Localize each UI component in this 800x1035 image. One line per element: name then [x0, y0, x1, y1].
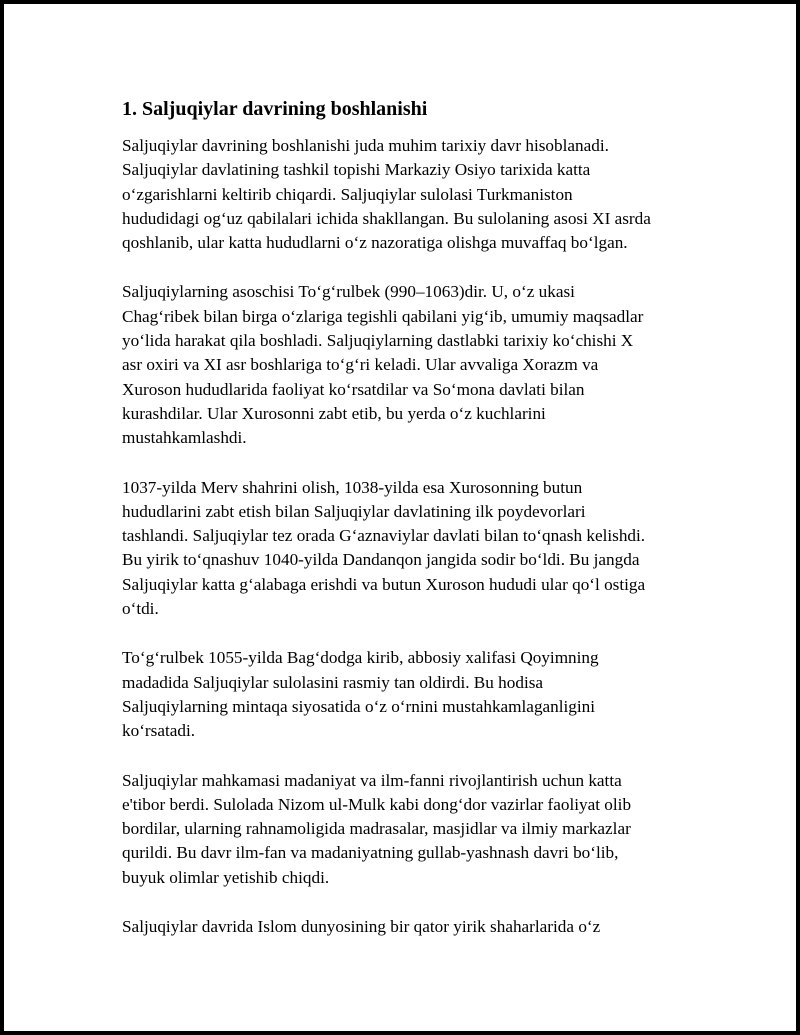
- paragraph-5: Saljuqiylar mahkamasi madaniyat va ilm-fanni rivojlantirish uchun katta e'tibor berdi. Sulolada Nizom ul-Mulk kabi dong‘dor vazirlar faoliyat olib bordilar, ularning rahnamoligida madrasalar, masjidlar va ilmiy markazlar qurildi. Bu davr ilm-fan va madaniyatning gullab-yashnash davri bo‘lib, buyuk olimlar yetishib chiqdi.: [122, 770, 632, 887]
- section-heading: 1. Saljuqiylar davrining boshlanishi: [122, 98, 428, 120]
- paragraph-4: To‘g‘rulbek 1055-yilda Bag‘dodga kirib, abbosiy xalifasi Qoyimning madadida Saljuqiylar sulolasini rasmiy tan oldirdi. Bu hodisa Saljuqiylarning mintaqa siyosatida o‘z o‘rnini mustahkamlaganligini ko‘rsatadi.: [122, 648, 599, 741]
- paragraph-2: Saljuqiylarning asoschisi To‘g‘rulbek (990–1063)dir. U, o‘z ukasi Chag‘ribek bilan birga o‘zlariga tegishli qabilani yig‘ib, umumiy maqsadlar yo‘lida harakat qila boshladi. Saljuqiylarning dastlabki tarixiy ko‘chishi X asr oxiri va XI asr boshlariga to‘g‘ri keladi. Ular avvaliga Xorazm va Xuroson hududlarida faoliyat ko‘rsatdilar va So‘mona davlati bilan kurashdilar. Ular Xurosonni zabt etib, bu yerda o‘z kuchlarini mustahkamlashdi.: [122, 282, 644, 448]
- paragraph-3: 1037-yilda Merv shahrini olish, 1038-yilda esa Xurosonning butun hududlarini zabt etish bilan Saljuqiylar davlatining ilk poydevorlari tashlandi. Saljuqiylar tez orada G‘aznaviylar davlati bilan to‘qnash kelishdi. Bu yirik to‘qnashuv 1040-yilda Dandanqon jangida sodir bo‘ldi. Bu jangda Saljuqiylar katta g‘alabaga erishdi va butun Xuroson hududi ular qo‘l ostiga o‘tdi.: [122, 477, 646, 619]
- document-body: [122, 96, 692, 964]
- paragraph-1: Saljuqiylar davrining boshlanishi juda muhim tarixiy davr hisoblanadi. Saljuqiylar davlatining tashkil topishi Markaziy Osiyo tarixida katta o‘zgarishlarni keltirib chiqardi. Saljuqiylar sulolasi Turkmaniston hududidagi og‘uz qabilalari ichida shakllangan. Bu sulolaning asosi XI asrda qoshlanib, ular katta hududlarni o‘z nazoratiga olishga muvaffaq bo‘lgan.: [122, 136, 651, 253]
- paragraph-6: Saljuqiylar davrida Islom dunyosining bir qator yirik shaharlarida o‘z: [122, 917, 601, 937]
